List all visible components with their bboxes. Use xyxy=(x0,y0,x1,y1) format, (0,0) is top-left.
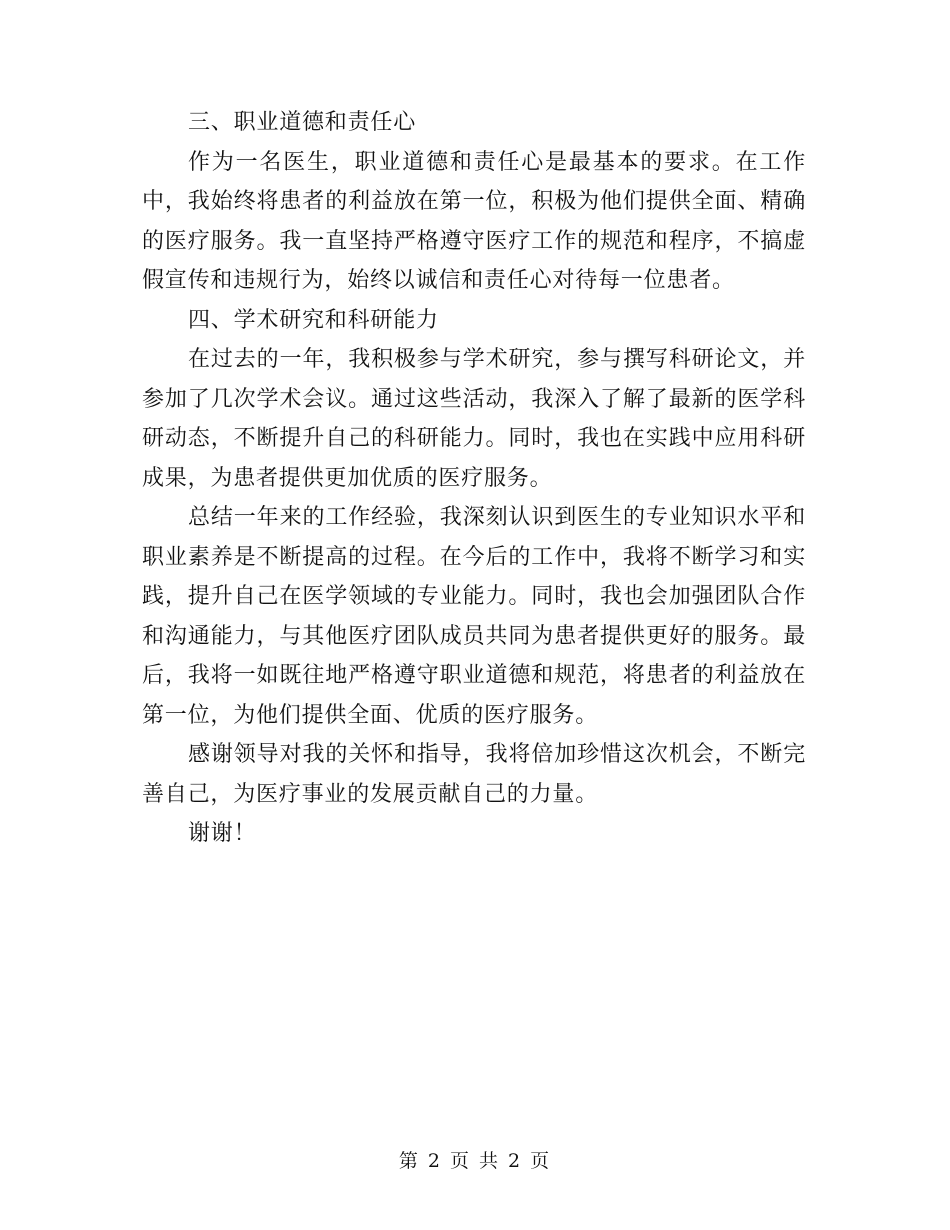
document-body xyxy=(142,103,806,854)
page-number-footer: 第 2 页 共 2 页 xyxy=(398,1150,552,1172)
paragraph-research: 在过去的一年，我积极参与学术研究，参与撰写科研论文，并参加了几次学术会议。通过这些活动，我深入了解了最新的医学科研动态，不断提升自己的科研能力。同时，我也在实践中应用科研成果，为患者提供更加优质的医疗服务。 xyxy=(142,347,806,491)
paragraph-summary: 总结一年来的工作经验，我深刻认识到医生的专业知识水平和职业素养是不断提高的过程。在今后的工作中，我将不断学习和实践，提升自己在医学领域的专业能力。同时，我也会加强团队合作和沟通能力，与其他医疗团队成员共同为患者提供更好的服务。最后，我将一如既往地严格遵守职业道德和规范，将患者的利益放在第一位，为他们提供全面、优质的医疗服务。 xyxy=(142,505,806,728)
paragraph-closing: 谢谢！ xyxy=(188,821,257,846)
paragraph-thanks-leadership: 感谢领导对我的关怀和指导，我将倍加珍惜这次机会，不断完善自己，为医疗事业的发展贡献自己的力量。 xyxy=(142,742,806,807)
section-heading-research: 四、学术研究和科研能力 xyxy=(188,307,439,333)
paragraph-ethics: 作为一名医生，职业道德和责任心是最基本的要求。在工作中，我始终将患者的利益放在第一位，积极为他们提供全面、精确的医疗服务。我一直坚持严格遵守医疗工作的规范和程序，不搞虚假宣传和违规行为，始终以诚信和责任心对待每一位患者。 xyxy=(142,149,806,293)
section-heading-ethics: 三、职业道德和责任心 xyxy=(188,110,417,135)
